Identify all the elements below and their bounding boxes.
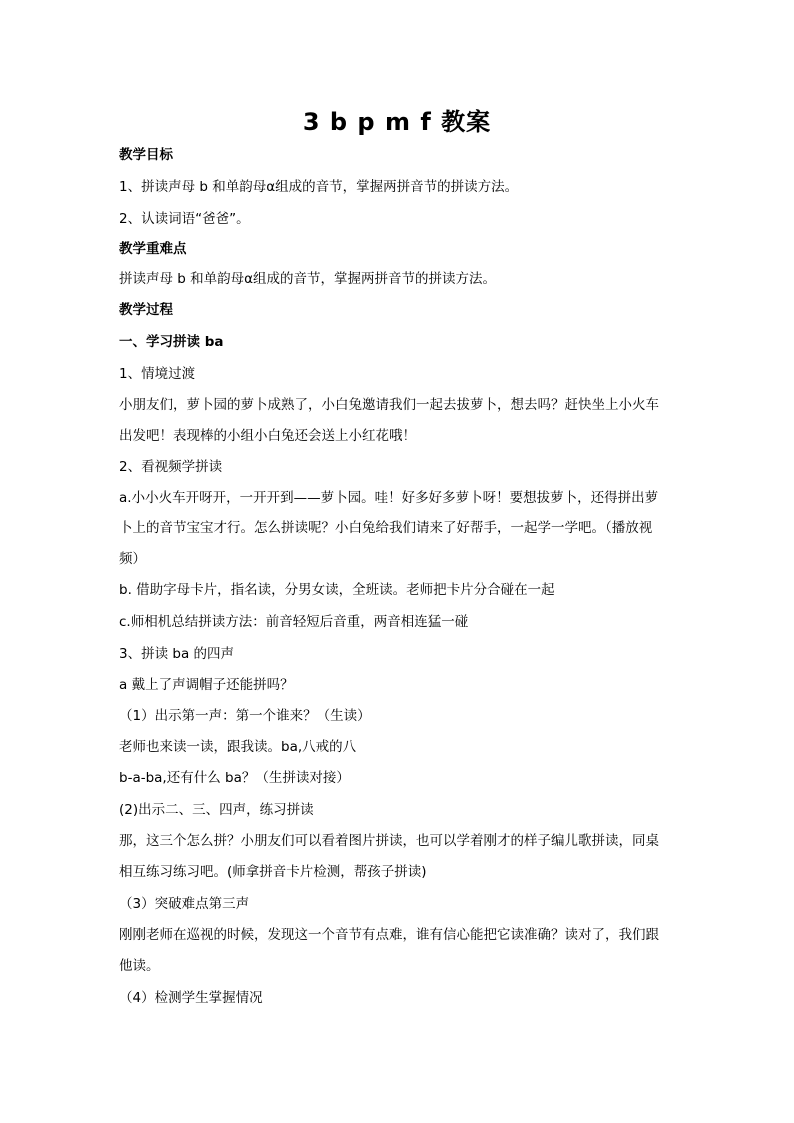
paragraph-line: 刚刚老师在巡视的时候，发现这一个音节有点难，谁有信心能把它读准确？读对了，我们跟 (119, 927, 659, 943)
paragraph-line: （3）突破难点第三声 (119, 896, 250, 912)
paragraph-line: 相互练习练习吧。(师拿拼音卡片检测，帮孩子拼读) (119, 864, 427, 880)
paragraph-line: 1、拼读声母 b 和单韵母α组成的音节，掌握两拼音节的拼读方法。 (119, 179, 519, 195)
heading-teaching-goals: 教学目标 (119, 147, 173, 163)
paragraph-line: (2)出示二、三、四声，练习拼读 (119, 802, 314, 818)
paragraph-line: 2、看视频学拼读 (119, 459, 223, 475)
paragraph-line: （4）检测学生掌握情况 (119, 990, 263, 1006)
paragraph-line: a 戴上了声调帽子还能拼吗？ (119, 677, 294, 693)
heading-teaching-process: 教学过程 (119, 302, 173, 318)
paragraph-line: 那，这三个怎么拼？小朋友们可以看着图片拼读，也可以学着刚才的样子编儿歌拼读，同桌 (119, 833, 659, 849)
paragraph-line: （1）出示第一声：第一个谁来？（生读） (119, 708, 371, 724)
paragraph-line: 老师也来读一读，跟我读。ba,八戒的八 (119, 739, 357, 755)
paragraph-line: a.小小火车开呀开，一开开到——萝卜园。哇！好多好多萝卜呀！要想拔萝卜，还得拼出萝 (119, 490, 659, 506)
paragraph-line: 拼读声母 b 和单韵母α组成的音节，掌握两拼音节的拼读方法。 (119, 271, 497, 287)
paragraph-line: 他读。 (119, 958, 160, 974)
paragraph-line: 2、认读词语“爸爸”。 (119, 211, 250, 227)
document-title: 3 b p m f 教案 (302, 108, 492, 136)
paragraph-line: 出发吧！表现棒的小组小白兔还会送上小红花哦！ (119, 428, 416, 444)
paragraph-line: 卜上的音节宝宝才行。怎么拼读呢？小白兔给我们请来了好帮手，一起学一学吧。（播放视 (119, 520, 653, 536)
paragraph-line: b. 借助字母卡片，指名读，分男女读，全班读。老师把卡片分合碰在一起 (119, 582, 555, 598)
section-heading: 一、学习拼读 ba (119, 334, 224, 350)
paragraph-line: 频） (119, 551, 146, 567)
heading-key-points: 教学重难点 (119, 241, 187, 257)
paragraph-line: b-a-ba,还有什么 ba？（生拼读对接） (119, 770, 350, 786)
paragraph-line: 1、情境过渡 (119, 366, 196, 382)
paragraph-line: c.师相机总结拼读方法：前音轻短后音重，两音相连猛一碰 (119, 614, 469, 630)
paragraph-line: 小朋友们，萝卜园的萝卜成熟了，小白兔邀请我们一起去拔萝卜，想去吗？赶快坐上小火车 (119, 397, 659, 413)
paragraph-line: 3、拼读 ba 的四声 (119, 646, 235, 662)
